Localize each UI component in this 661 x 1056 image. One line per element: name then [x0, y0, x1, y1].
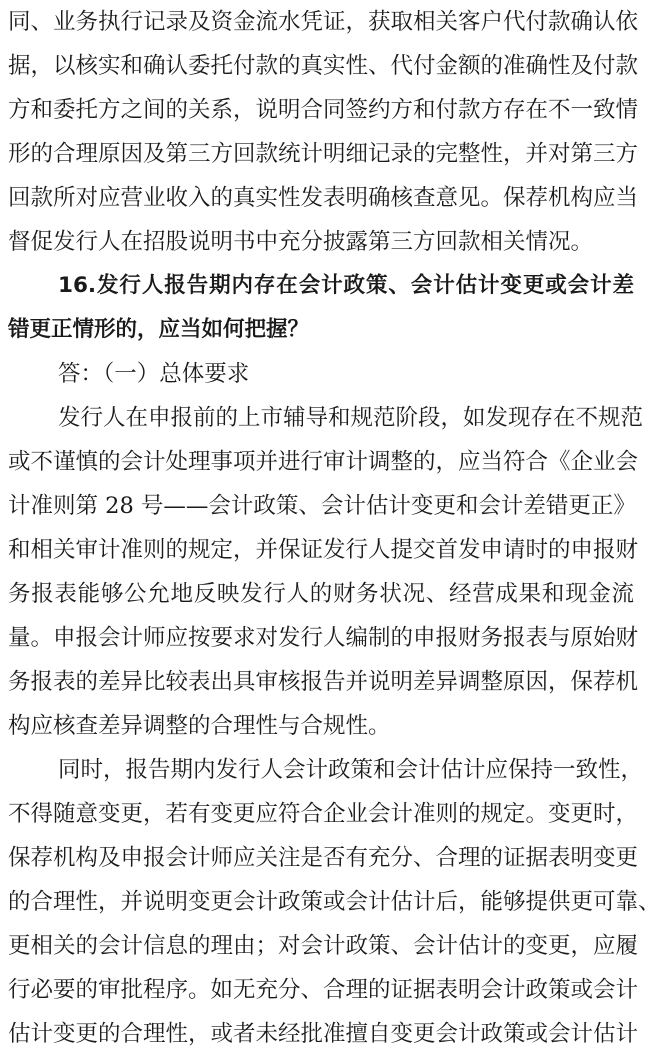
text-line-1: 同、业务执行记录及资金流水凭证，获取相关客户代付款确认依: [8, 9, 639, 35]
section-heading-line-2: 错更正情形的，应当如何把握？: [8, 317, 310, 342]
text-line-20: 保荐机构及申报会计师应关注是否有充分、合理的证据表明变更: [8, 845, 639, 871]
text-line-2: 据，以核实和确认委托付款的真实性、代付金额的准确性及付款: [8, 53, 639, 79]
text-line-10: 发行人在申报前的上市辅导和规范阶段，如发现存在不规范: [58, 405, 644, 431]
text-line-14: 务报表能够公允地反映发行人的财务状况、经营成果和现金流: [8, 581, 634, 607]
text-line-23: 行必要的审批程序。如无充分、合理的证据表明会计政策或会计: [8, 977, 639, 1003]
text-line-19: 不得随意变更，若有变更应符合企业会计准则的规定。变更时，: [8, 801, 639, 827]
text-line-24: 估计变更的合理性，或者未经批准擅自变更会计政策或会计估计: [8, 1021, 639, 1047]
text-line-6: 督促发行人在招股说明书中充分披露第三方回款相关情况。: [8, 229, 594, 255]
text-line-4: 形的合理原因及第三方回款统计明细记录的完整性，并对第三方: [8, 141, 639, 167]
section-heading-line-1: 16.发行人报告期内存在会计政策、会计估计变更或会计差: [58, 273, 634, 298]
text-line-21: 的合理性，并说明变更会计政策或会计估计后，能够提供更可靠、: [8, 889, 661, 915]
text-line-15: 量。申报会计师应按要求对发行人编制的申报财务报表与原始财: [8, 625, 639, 651]
text-line-22: 更相关的会计信息的理由；对会计政策、会计估计的变更，应履: [8, 933, 639, 959]
text-line-17: 构应核查差异调整的合理性与合规性。: [8, 713, 391, 739]
answer-subheading: 答：（一）总体要求: [58, 361, 250, 387]
text-line-11: 或不谨慎的会计处理事项并进行审计调整的，应当符合《企业会: [8, 449, 639, 475]
text-line-13: 和相关审计准则的规定，并保证发行人提交首发申请时的申报财: [8, 537, 639, 563]
text-line-18: 同时，报告期内发行人会计政策和会计估计应保持一致性，: [58, 757, 644, 783]
text-line-3: 方和委托方之间的关系，说明合同签约方和付款方存在不一致情: [8, 97, 639, 123]
text-line-5: 回款所对应营业收入的真实性发表明确核查意见。保荐机构应当: [8, 185, 639, 211]
text-line-12: 计准则第 28 号——会计政策、会计估计变更和会计差错更正》: [8, 493, 636, 519]
text-line-16: 务报表的差异比较表出具审核报告并说明差异调整原因，保荐机: [8, 669, 639, 695]
